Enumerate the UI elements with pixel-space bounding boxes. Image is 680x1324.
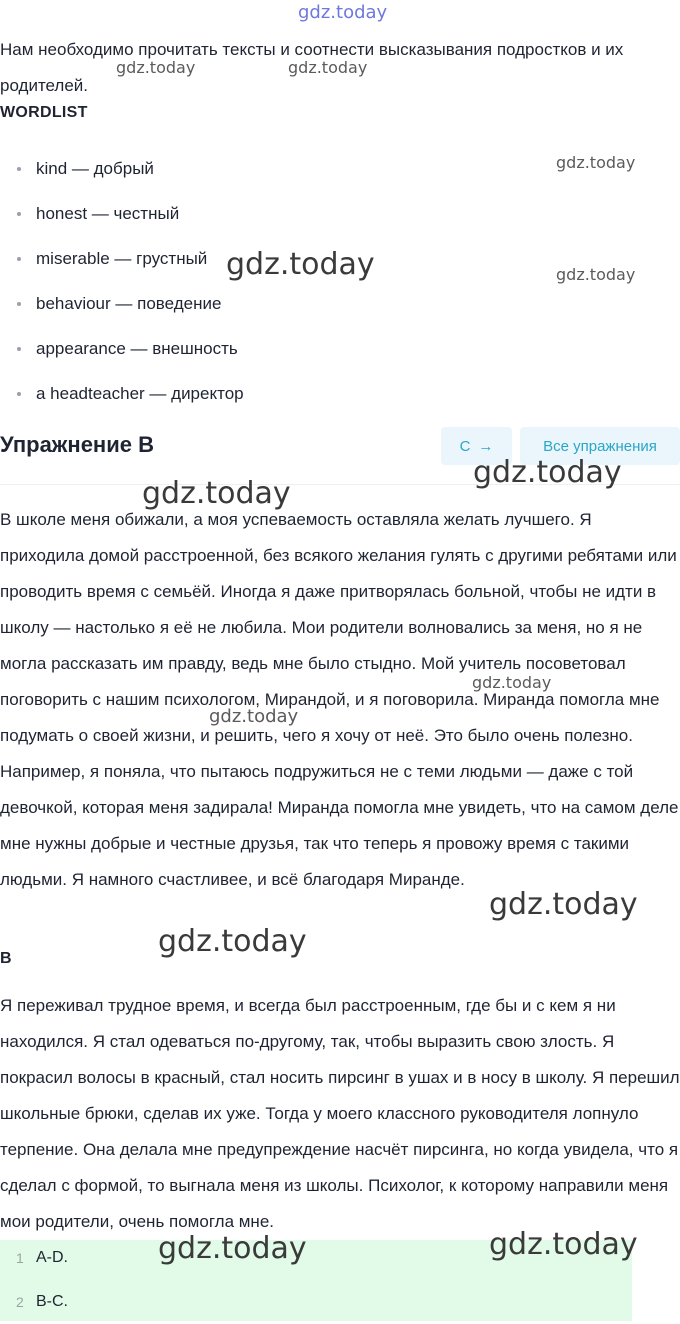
watermark: gdz.today (556, 265, 636, 284)
wordlist-item (0, 281, 244, 326)
divider (0, 484, 680, 485)
text-a: В школе меня обижали, а моя успеваемость оставляла желать лучшего. Я приходила домой расстроенной, без всякого желания гулять с другими ребятами или проводить время с семьёй. Иногда я даже притворялась больной, чтобы не идти в школу — настолько я её не любила. Мои родители волновались за меня, но я не могла рассказать им правду, ведь мне было стыдно. Мой учитель посоветовал поговорить с нашим психологом, Мирандой, и я поговорила. Миранда помогла мне подумать о своей жизни, и решить, чего я хочу от неё. Это было очень полезно. Например, я поняла, что пытаюсь подружиться не с теми людьми — даже с той девочкой, которая меня задирала! Миранда помогла мне увидеть, что на самом деле мне нужны добрые и честные друзья, так что теперь я провожу время с такими людьми. Я намного счастливее, и всё благодаря Миранде. (0, 510, 679, 889)
text-b: Я переживал трудное время, и всегда был расстроенным, где бы и с кем я ни находился. Я стал одеваться по-другому, так, чтобы выразить свою злость. Я покрасил волосы в красный, стал носить пирсинг в ушах и в носу в школу. Я перешил школьные брюки, сделав их уже. Тогда у моего классного руководителя лопнуло терпение. Она делала мне предупреждение насчёт пирсинга, но когда увидела, что я сделал с формой, то выгнала меня из школы. Психолог, к которому направили меня мои родители, очень помогла мне. (0, 996, 680, 1231)
answer-number: 2 (16, 1294, 24, 1310)
answer-row (0, 1240, 632, 1280)
exercise-title: Упражнение B (0, 432, 154, 457)
watermark: gdz.today (209, 706, 299, 727)
wordlist-item-text: miserable — грустный (36, 249, 208, 268)
answer-block (0, 1240, 632, 1321)
answer-row (0, 1284, 632, 1324)
all-exercises-button[interactable]: Все упражнения (520, 427, 680, 465)
watermark: gdz.today (472, 673, 552, 692)
bullet-icon (17, 347, 21, 351)
watermark-top: gdz.today (298, 2, 388, 23)
watermark: gdz.today (116, 58, 196, 77)
watermark-large: gdz.today (158, 924, 307, 959)
answer-text: B-C. (36, 1293, 68, 1310)
wordlist-item-text: honest — честный (36, 204, 180, 223)
watermark-large: gdz.today (158, 1231, 307, 1266)
answer-number: 1 (16, 1250, 24, 1266)
wordlist-item (0, 371, 244, 416)
answer-text: A-D. (36, 1249, 68, 1266)
watermark-large: gdz.today (473, 455, 622, 490)
watermark: gdz.today (556, 153, 636, 172)
arrow-right-icon: → (478, 437, 494, 455)
wordlist-title: WORDLIST (0, 104, 88, 121)
wordlist-item-text: behaviour — поведение (36, 294, 222, 313)
wordlist-item-text: kind — добрый (36, 159, 154, 178)
watermark-large: gdz.today (226, 247, 375, 282)
prev-exercise-button[interactable] (441, 427, 512, 465)
bullet-icon (17, 257, 21, 261)
wordlist-item (0, 191, 244, 236)
bullet-icon (17, 167, 21, 171)
bullet-icon (17, 212, 21, 216)
intro-text: Нам необходимо прочитать тексты и соотнести высказывания подростков и их родителей. (0, 40, 624, 95)
wordlist-item-text: appearance — внешность (36, 339, 238, 358)
watermark: gdz.today (288, 58, 368, 77)
wordlist-item (0, 236, 244, 281)
wordlist-item (0, 326, 244, 371)
wordlist-item (0, 146, 244, 191)
bullet-icon (17, 302, 21, 306)
text-b-label: B (0, 950, 12, 967)
wordlist (0, 146, 244, 416)
wordlist-item-text: a headteacher — директор (36, 384, 244, 403)
watermark-large: gdz.today (489, 887, 638, 922)
bullet-icon (17, 392, 21, 396)
prev-exercise-label: C (459, 437, 471, 455)
watermark-large: gdz.today (142, 476, 291, 511)
watermark-large: gdz.today (489, 1227, 638, 1262)
